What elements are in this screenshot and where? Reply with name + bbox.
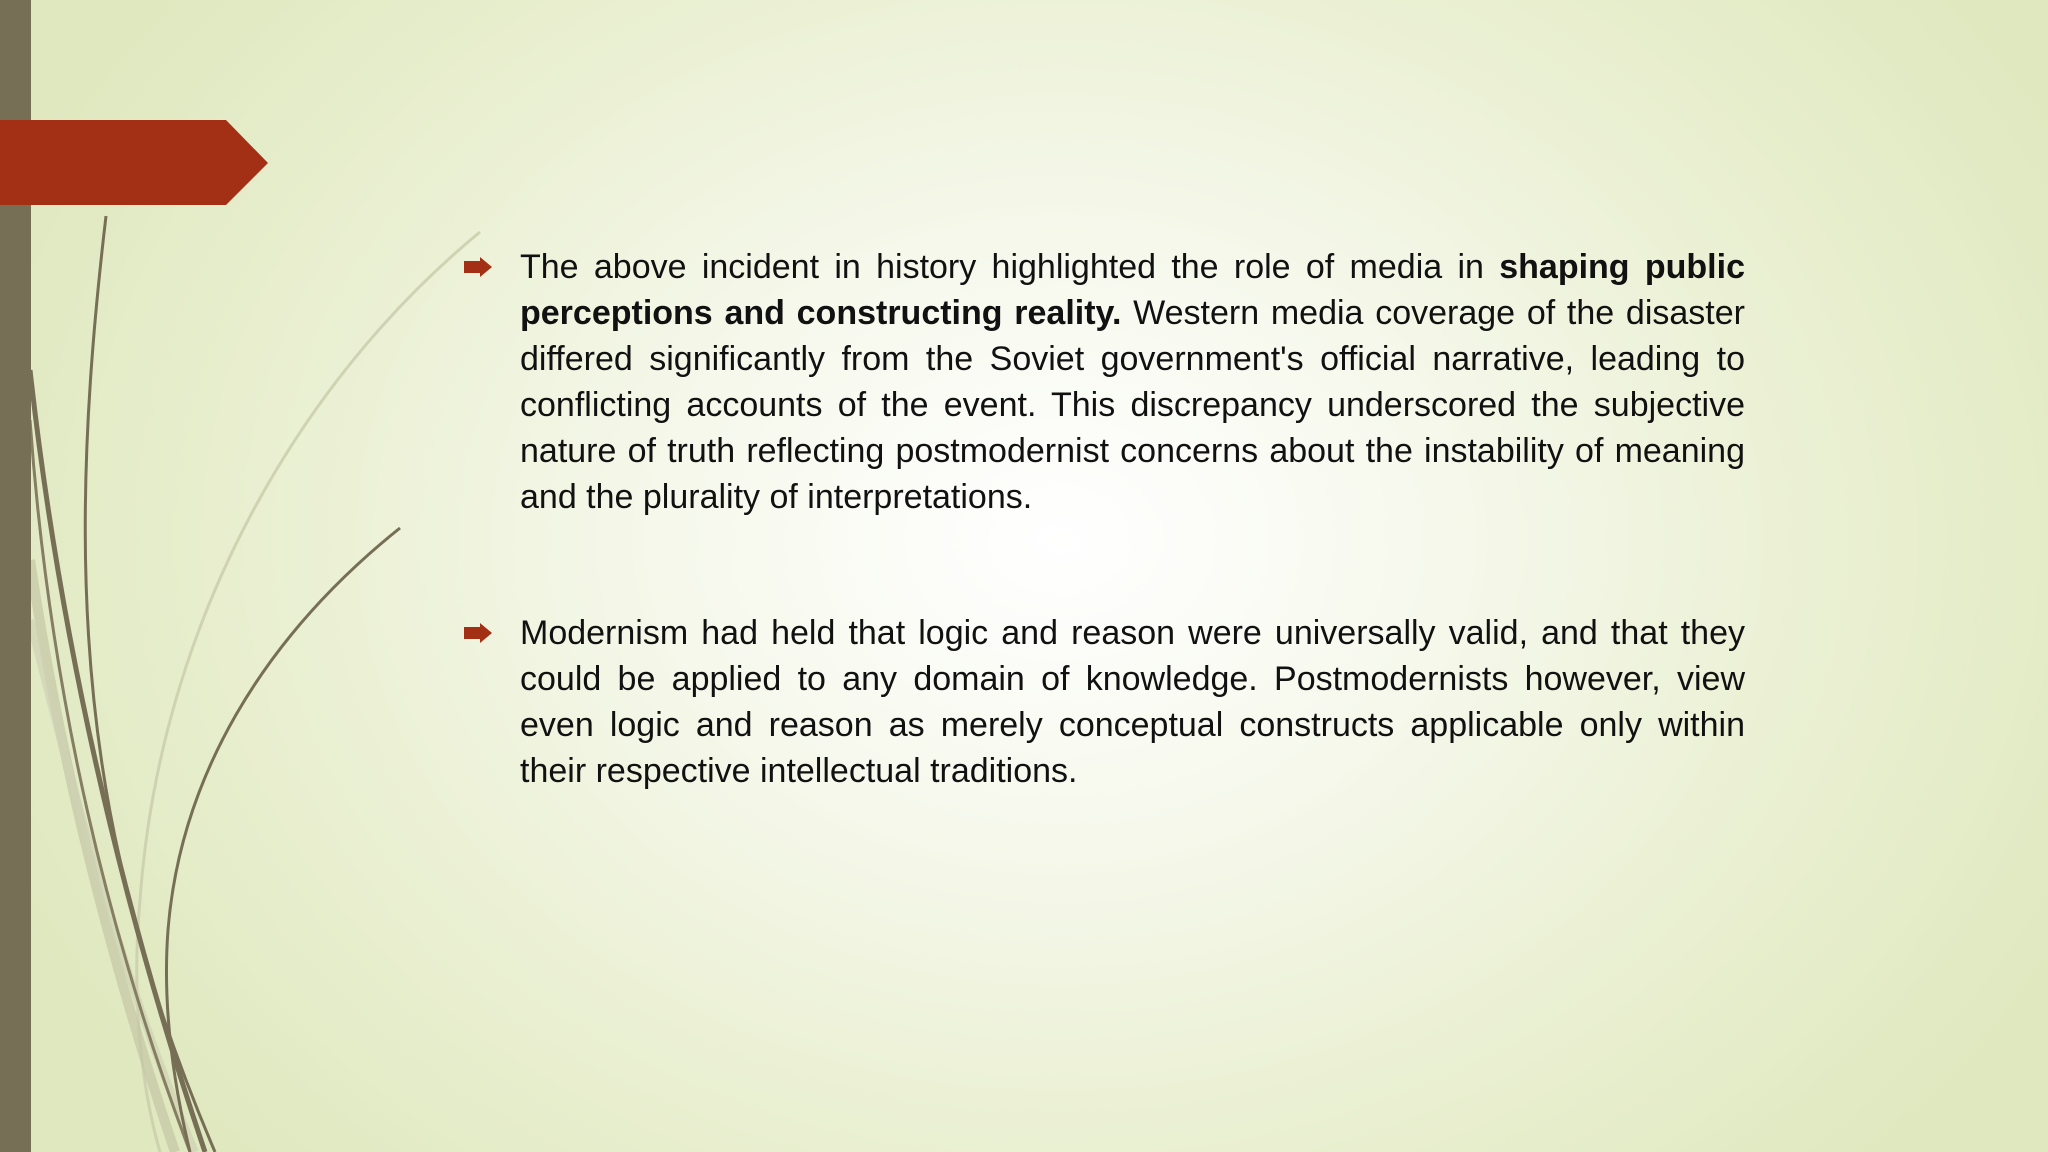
bullet-1-text-before: The above incident in history highlighted the role of media in	[520, 248, 1500, 286]
bullet-2-text: Modernism had held that logic and reason were universally valid, and that they could be applied to any domain of knowledge. Postmodernists however, view even logic and reason as merely conceptual constructs applicable only within their respective intellectual traditions.	[520, 614, 1745, 790]
arrow-bullet-icon	[464, 623, 494, 643]
bullet-item-2	[460, 610, 1745, 794]
bullet-1-text-after: Western media coverage of the disaster differed significantly from the Soviet government's official narrative, leading to conflicting accounts of the event. This discrepancy underscored the subjective nature of truth reflecting postmodernist concerns about the instability of meaning and the plurality of interpretations.	[520, 294, 1745, 516]
bullet-item-1	[460, 244, 1745, 520]
arrow-bullet-icon	[464, 257, 494, 277]
content-area	[460, 244, 1745, 794]
bullet-1-bold-text: shaping public perceptions and constructing reality.	[520, 248, 1745, 332]
